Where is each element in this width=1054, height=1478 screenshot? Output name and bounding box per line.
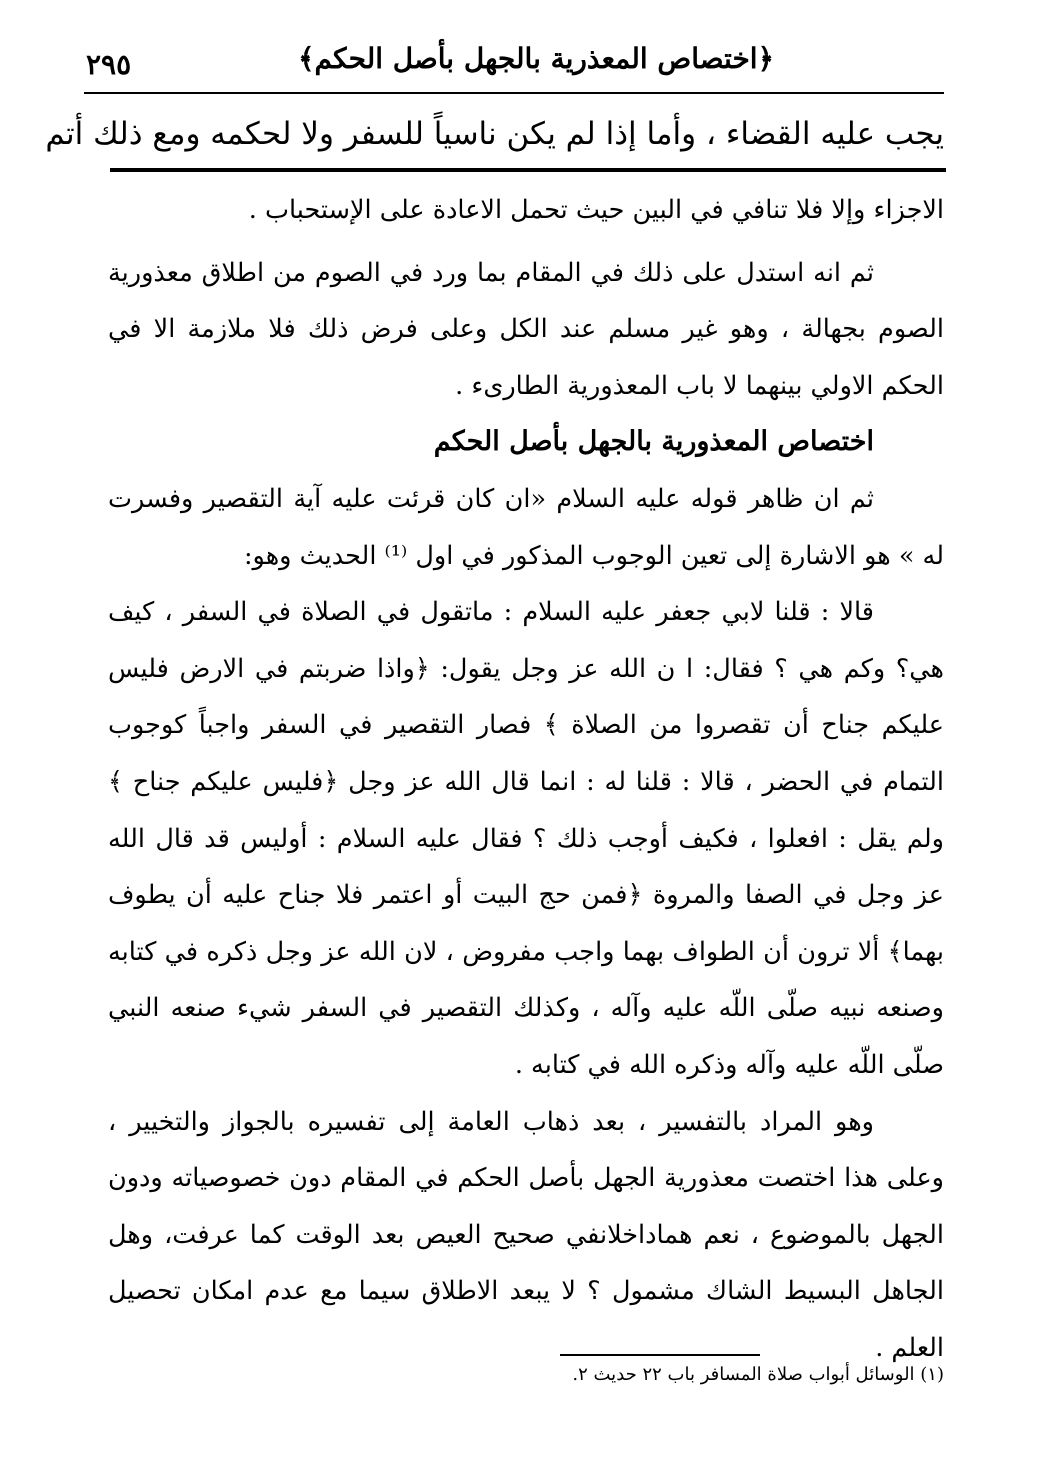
hadith-quote: قالا : قلنا لابي جعفر عليه السلام : ماتقول في الصلاة في السفر ، كيف هي؟ وكم هي ؟ فقال: ا ن الله عز وجل يقول: ﴿واذا ضربتم في الارض فليس عليكم جناح أن تقصروا من الصلاة ﴾ فصار التقصير في السفر واجباً كوجوب التمام في الحضر ، قالا : قلنا له : انما قال الله عز وجل ﴿فليس عليكم جناح ﴾ ولم يقل : افعلوا ، فكيف أوجب ذلك ؟ فقال عليه السلام : أوليس قد قال الله عز وجل في الصفا والمروة ﴿فمن حج البيت أو اعتمر فلا جناح عليه أن يطوف بهما﴾ ألا ترون أن الطواف بهما واجب مفروض ، لان الله عز وجل ذكره في كتابه وصنعه نبيه صلّى اللّه عليه وآله ، وكذلك التقصير في السفر شيء صنعه النبي صلّى اللّه عليه وآله وذكره الله في كتابه . bbox=[108, 597, 944, 1080]
paragraph-1: الاجزاء وإلا فلا تنافي في البين حيث تحمل الاعادة على الإستحباب . bbox=[248, 195, 944, 225]
header-rule bbox=[84, 92, 944, 94]
body-text bbox=[108, 182, 944, 1376]
section-heading: اختصاص المعذورية بالجهل بأصل الحكم bbox=[433, 426, 874, 458]
carryover-rule bbox=[110, 168, 946, 172]
footnote-rule bbox=[560, 1354, 760, 1356]
page-number: ٢٩٥ bbox=[86, 48, 132, 81]
paragraph-4: وهو المراد بالتفسير ، بعد ذهاب العامة إلى تفسيره بالجواز والتخيير ، وعلى هذا اختصت معذورية الجهل بأصل الحكم في المقام دون خصوصياته ودون الجهل بالموضوع ، نعم هماداخلانفي صحيح العيص بعد الوقت كما عرفت، وهل الجاهل البسيط الشاك مشمول ؟ لا يبعد الاطلاق سيما مع عدم امكان تحصيل العلم . bbox=[108, 1106, 944, 1363]
paragraph-3: ثم ان ظاهر قوله عليه السلام «ان كان قرئت عليه آية التقصير وفسرت له » هو الاشارة إلى تعين الوجوب المذكور في اول ⁽¹⁾ الحديث وهو: bbox=[108, 483, 944, 571]
carryover-line: يجب عليه القضاء ، وأما إذا لم يكن ناسياً للسفر ولا لحكمه ومع ذلك أتم bbox=[45, 116, 944, 152]
running-title: ﴿اختصاص المعذرية بالجهل بأصل الحكم﴾ bbox=[298, 42, 774, 75]
footnote-1: (١) الوسائل أبواب صلاة المسافر باب ٢٢ حديث ٢. bbox=[572, 1364, 944, 1385]
paragraph-2: ثم انه استدل على ذلك في المقام بما ورد في الصوم من اطلاق معذورية الصوم بجهالة ، وهو غير مسلم عند الكل وعلى فرض ذلك فلا ملازمة الا في الحكم الاولي بينهما لا باب المعذورية الطارىء . bbox=[108, 257, 944, 401]
